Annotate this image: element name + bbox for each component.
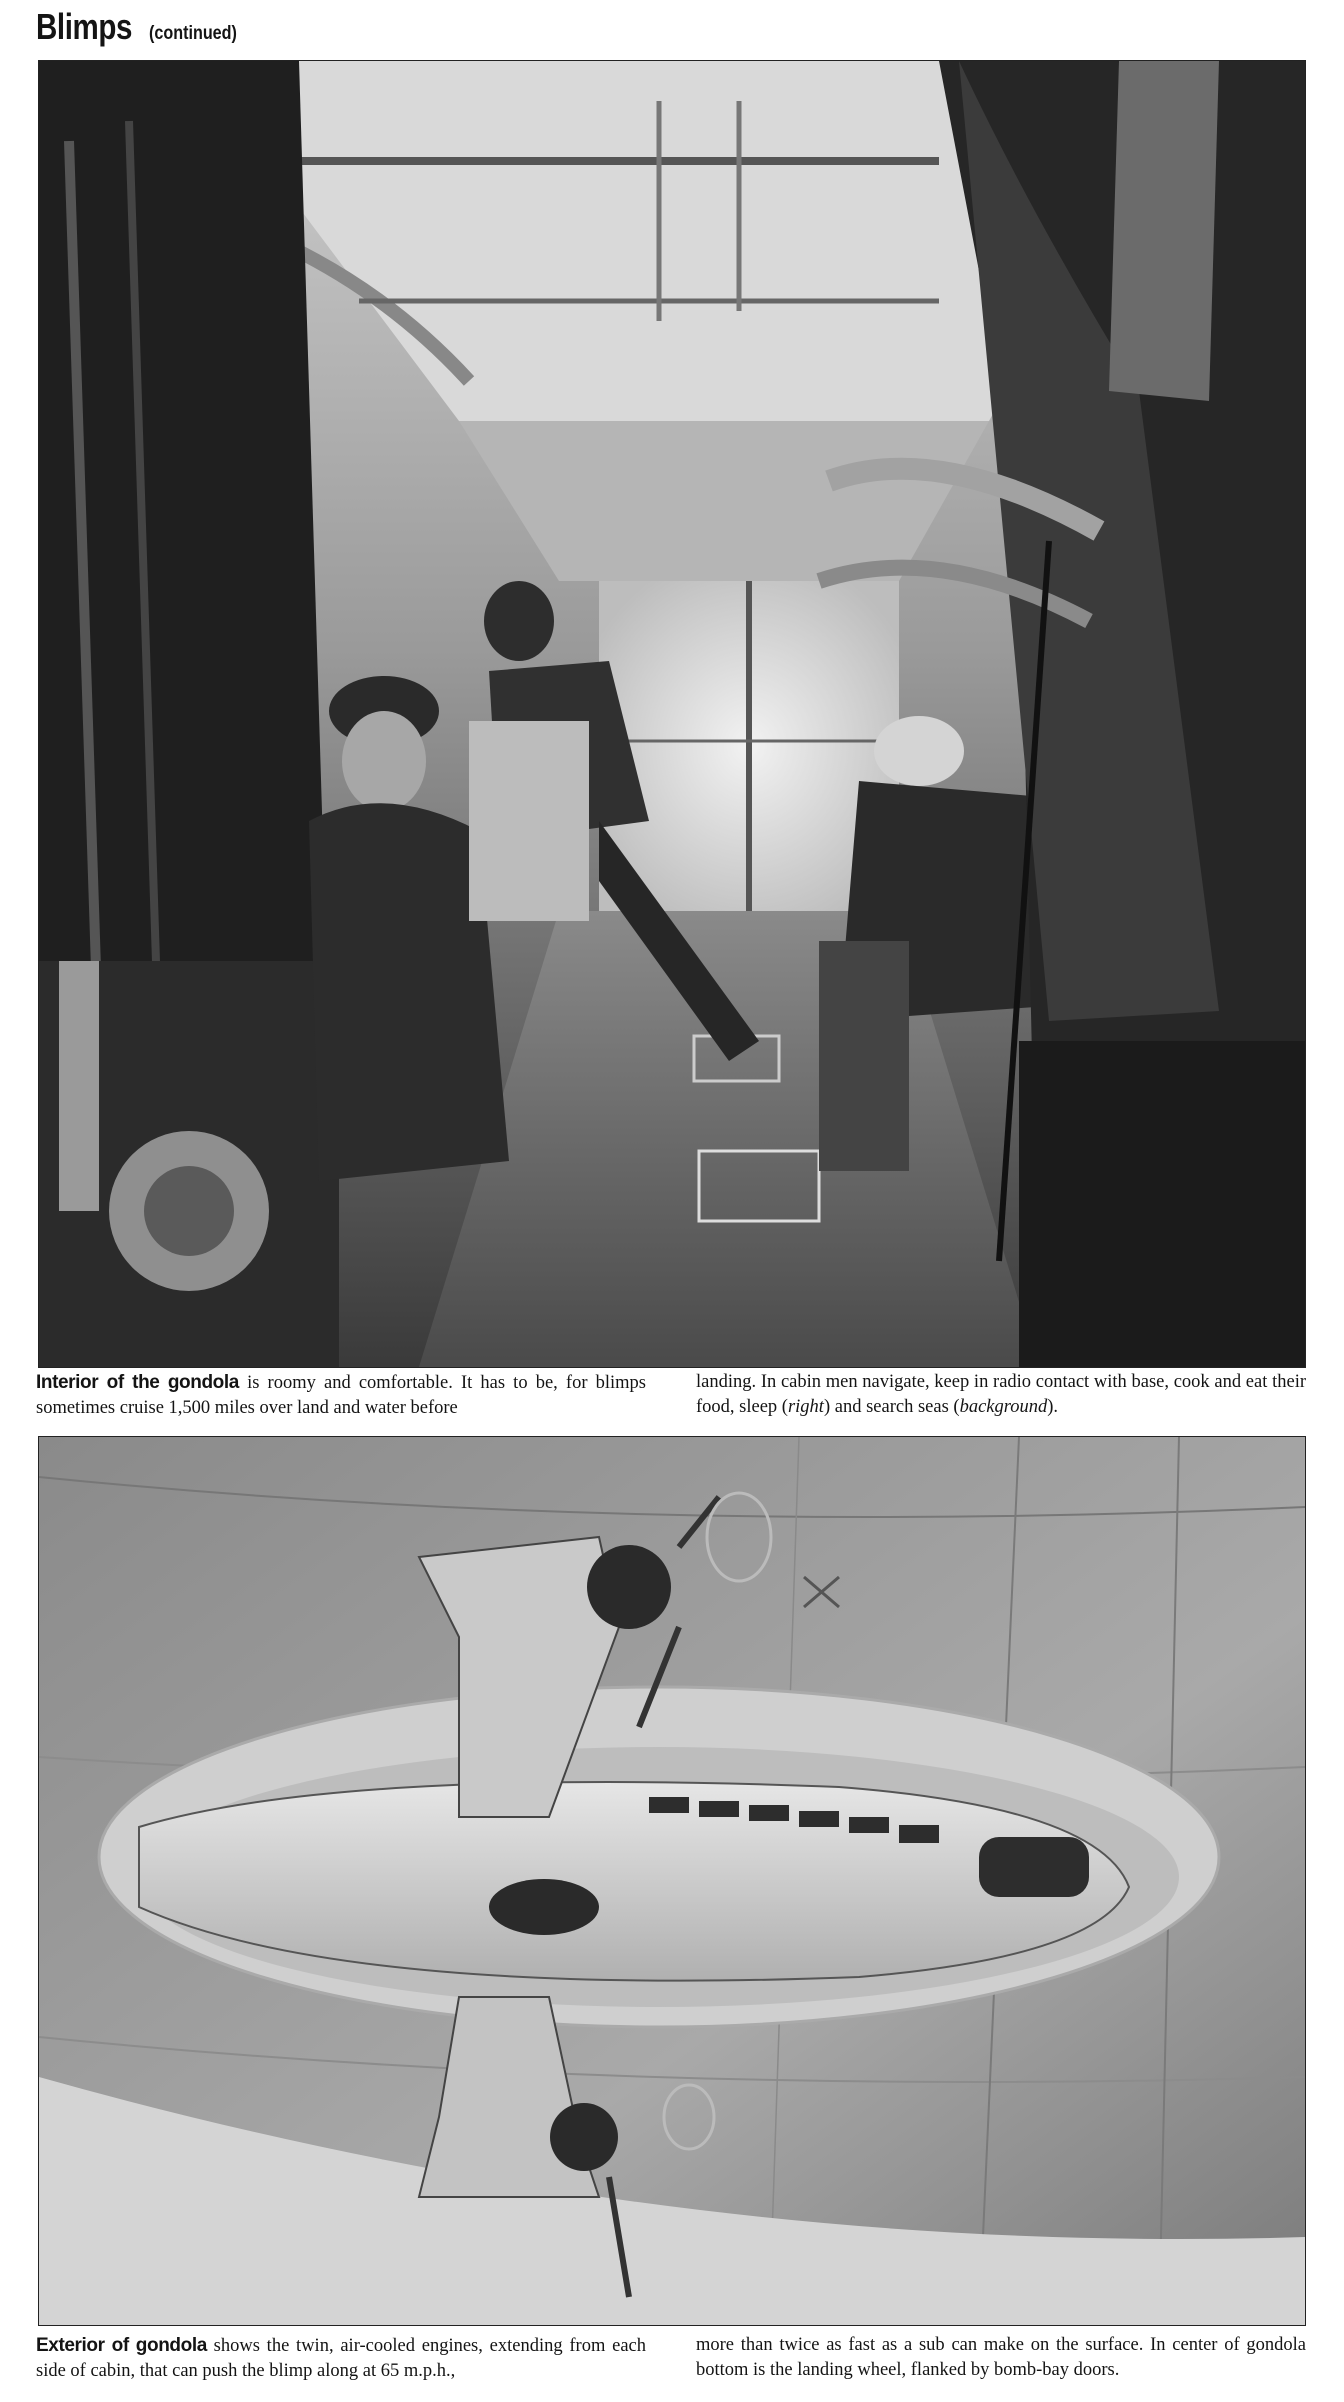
caption-left-column: [36, 1370, 646, 1421]
caption-text: ) and search seas (: [823, 1397, 960, 1417]
caption-right-column: [696, 2333, 1306, 2384]
caption-right-column: [696, 1370, 1306, 1421]
caption-text: shows the twin, air-cooled engines, extending from each side of cabin, that can push the blimp along at 65 m.p.h.,: [36, 2336, 646, 2381]
caption-lead: Exterior of gondola: [36, 2335, 207, 2356]
gondola-interior-photo: [38, 60, 1306, 1368]
caption-text: ).: [1047, 1397, 1059, 1417]
page-title: Blimps: [36, 6, 132, 47]
caption-text: landing. In cabin men navigate, keep in radio contact with base, cook and eat their food, sleep (: [696, 1372, 1306, 1417]
gondola-interior-caption: [36, 1370, 1306, 1421]
caption-left-column: [36, 2333, 646, 2384]
page-header: [36, 6, 252, 50]
caption-emphasis: right: [787, 1397, 824, 1417]
page-subtitle: (continued): [149, 23, 237, 44]
gondola-exterior-caption: [36, 2333, 1306, 2384]
caption-text: more than twice as fast as a sub can make on the surface. In center of gondola bottom is the landing wheel, flanked by bomb-bay doors.: [696, 2335, 1306, 2380]
caption-text: is roomy and comfortable. It has to be, for blimps sometimes cruise 1,500 miles over land and water before: [36, 1373, 646, 1418]
caption-lead: Interior of the gondola: [36, 1372, 239, 1393]
gondola-exterior-photo: [38, 1436, 1306, 2326]
caption-emphasis: background: [959, 1397, 1048, 1417]
